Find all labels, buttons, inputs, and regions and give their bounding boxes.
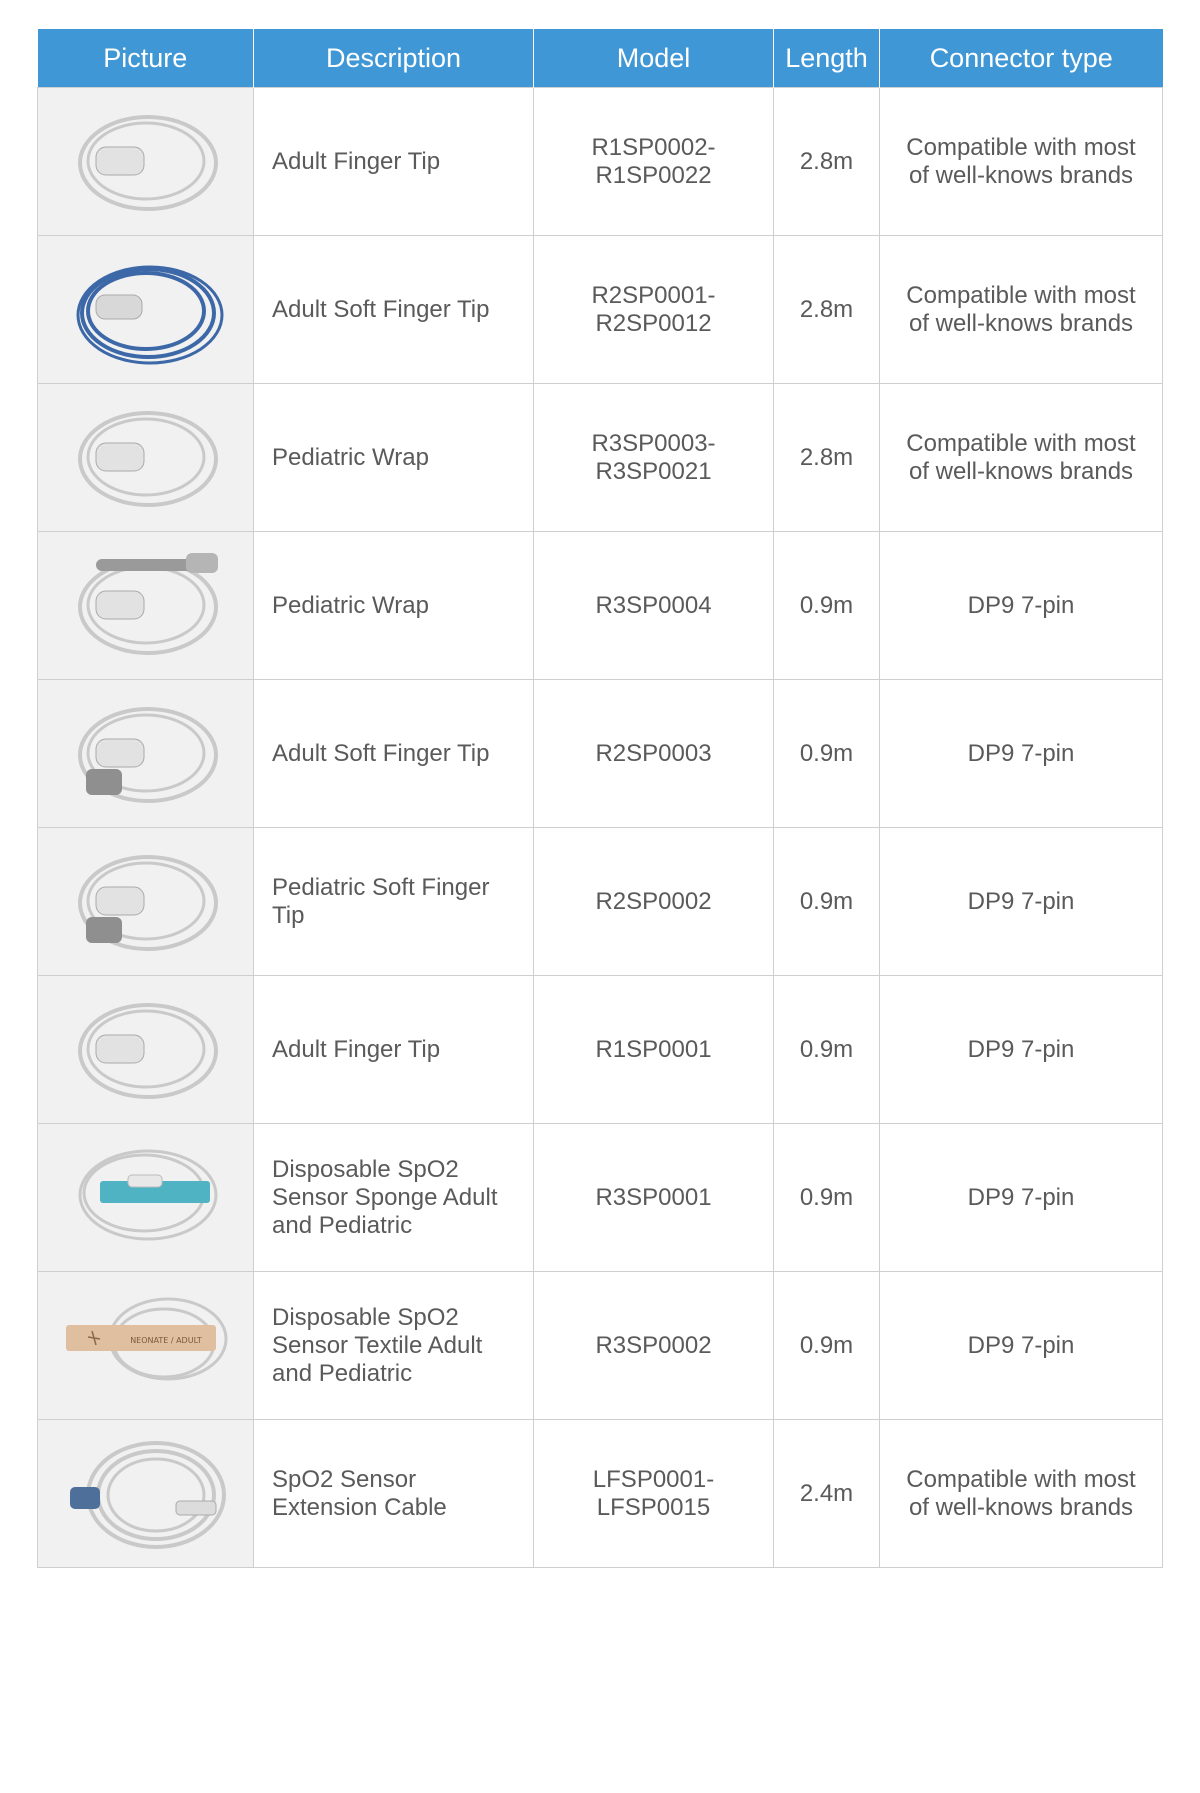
model-cell: R1SP0001 [534, 976, 774, 1124]
model-cell: R1SP0002-R1SP0022 [534, 88, 774, 236]
picture-cell [38, 680, 254, 828]
table-body [38, 88, 1163, 1568]
product-table [37, 29, 1163, 1568]
product-image [38, 689, 253, 819]
product-image [38, 245, 253, 375]
length-cell: 2.8m [774, 236, 880, 384]
description-cell: Adult Finger Tip [254, 88, 534, 236]
description-cell: SpO2 Sensor Extension Cable [254, 1420, 534, 1568]
description-cell: Pediatric Wrap [254, 384, 534, 532]
picture-cell [38, 1420, 254, 1568]
connector-cell: Compatible with most of well-knows brands [880, 236, 1163, 384]
header-connector-type: Connector type [880, 29, 1163, 88]
model-cell: R3SP0003-R3SP0021 [534, 384, 774, 532]
product-image [38, 1429, 253, 1559]
header-row [38, 29, 1163, 88]
table-row [38, 680, 1163, 828]
product-image [38, 393, 253, 523]
product-image [38, 1133, 253, 1263]
table-row [38, 88, 1163, 236]
length-cell: 0.9m [774, 828, 880, 976]
table-row [38, 1124, 1163, 1272]
picture-cell [38, 1272, 254, 1420]
connector-cell: DP9 7-pin [880, 532, 1163, 680]
header-model: Model [534, 29, 774, 88]
model-cell: R3SP0002 [534, 1272, 774, 1420]
description-cell: Adult Finger Tip [254, 976, 534, 1124]
header-length: Length [774, 29, 880, 88]
table-row [38, 1420, 1163, 1568]
product-image [38, 985, 253, 1115]
product-image [38, 541, 253, 671]
connector-cell: DP9 7-pin [880, 976, 1163, 1124]
length-cell: 2.4m [774, 1420, 880, 1568]
connector-cell: Compatible with most of well-knows brands [880, 88, 1163, 236]
length-cell: 0.9m [774, 1124, 880, 1272]
length-cell: 0.9m [774, 532, 880, 680]
table-row [38, 236, 1163, 384]
model-cell: R2SP0003 [534, 680, 774, 828]
connector-cell: DP9 7-pin [880, 1124, 1163, 1272]
picture-cell [38, 1124, 254, 1272]
picture-cell [38, 828, 254, 976]
product-image [38, 837, 253, 967]
model-cell: LFSP0001-LFSP0015 [534, 1420, 774, 1568]
product-image [38, 97, 253, 227]
table-row [38, 828, 1163, 976]
length-cell: 0.9m [774, 1272, 880, 1420]
description-cell: Pediatric Soft Finger Tip [254, 828, 534, 976]
header-description: Description [254, 29, 534, 88]
connector-cell: DP9 7-pin [880, 828, 1163, 976]
model-cell: R3SP0004 [534, 532, 774, 680]
length-cell: 0.9m [774, 680, 880, 828]
picture-cell [38, 236, 254, 384]
description-cell: Disposable SpO2 Sensor Textile Adult and Pediatric [254, 1272, 534, 1420]
product-image [38, 1281, 253, 1411]
description-cell: Pediatric Wrap [254, 532, 534, 680]
connector-cell: DP9 7-pin [880, 680, 1163, 828]
table-row [38, 976, 1163, 1124]
table-row [38, 532, 1163, 680]
length-cell: 2.8m [774, 384, 880, 532]
table-row [38, 384, 1163, 532]
description-cell: Adult Soft Finger Tip [254, 236, 534, 384]
header-picture: Picture [38, 29, 254, 88]
svg-text:NEONATE / ADULT: NEONATE / ADULT [129, 1335, 202, 1345]
connector-cell: Compatible with most of well-knows brands [880, 384, 1163, 532]
model-cell: R2SP0001-R2SP0012 [534, 236, 774, 384]
connector-cell: DP9 7-pin [880, 1272, 1163, 1420]
length-cell: 0.9m [774, 976, 880, 1124]
connector-cell: Compatible with most of well-knows brands [880, 1420, 1163, 1568]
picture-cell [38, 532, 254, 680]
length-cell: 2.8m [774, 88, 880, 236]
picture-cell [38, 976, 254, 1124]
model-cell: R2SP0002 [534, 828, 774, 976]
picture-cell [38, 88, 254, 236]
table-row [38, 1272, 1163, 1420]
model-cell: R3SP0001 [534, 1124, 774, 1272]
description-cell: Adult Soft Finger Tip [254, 680, 534, 828]
picture-cell [38, 384, 254, 532]
description-cell: Disposable SpO2 Sensor Sponge Adult and Pediatric [254, 1124, 534, 1272]
